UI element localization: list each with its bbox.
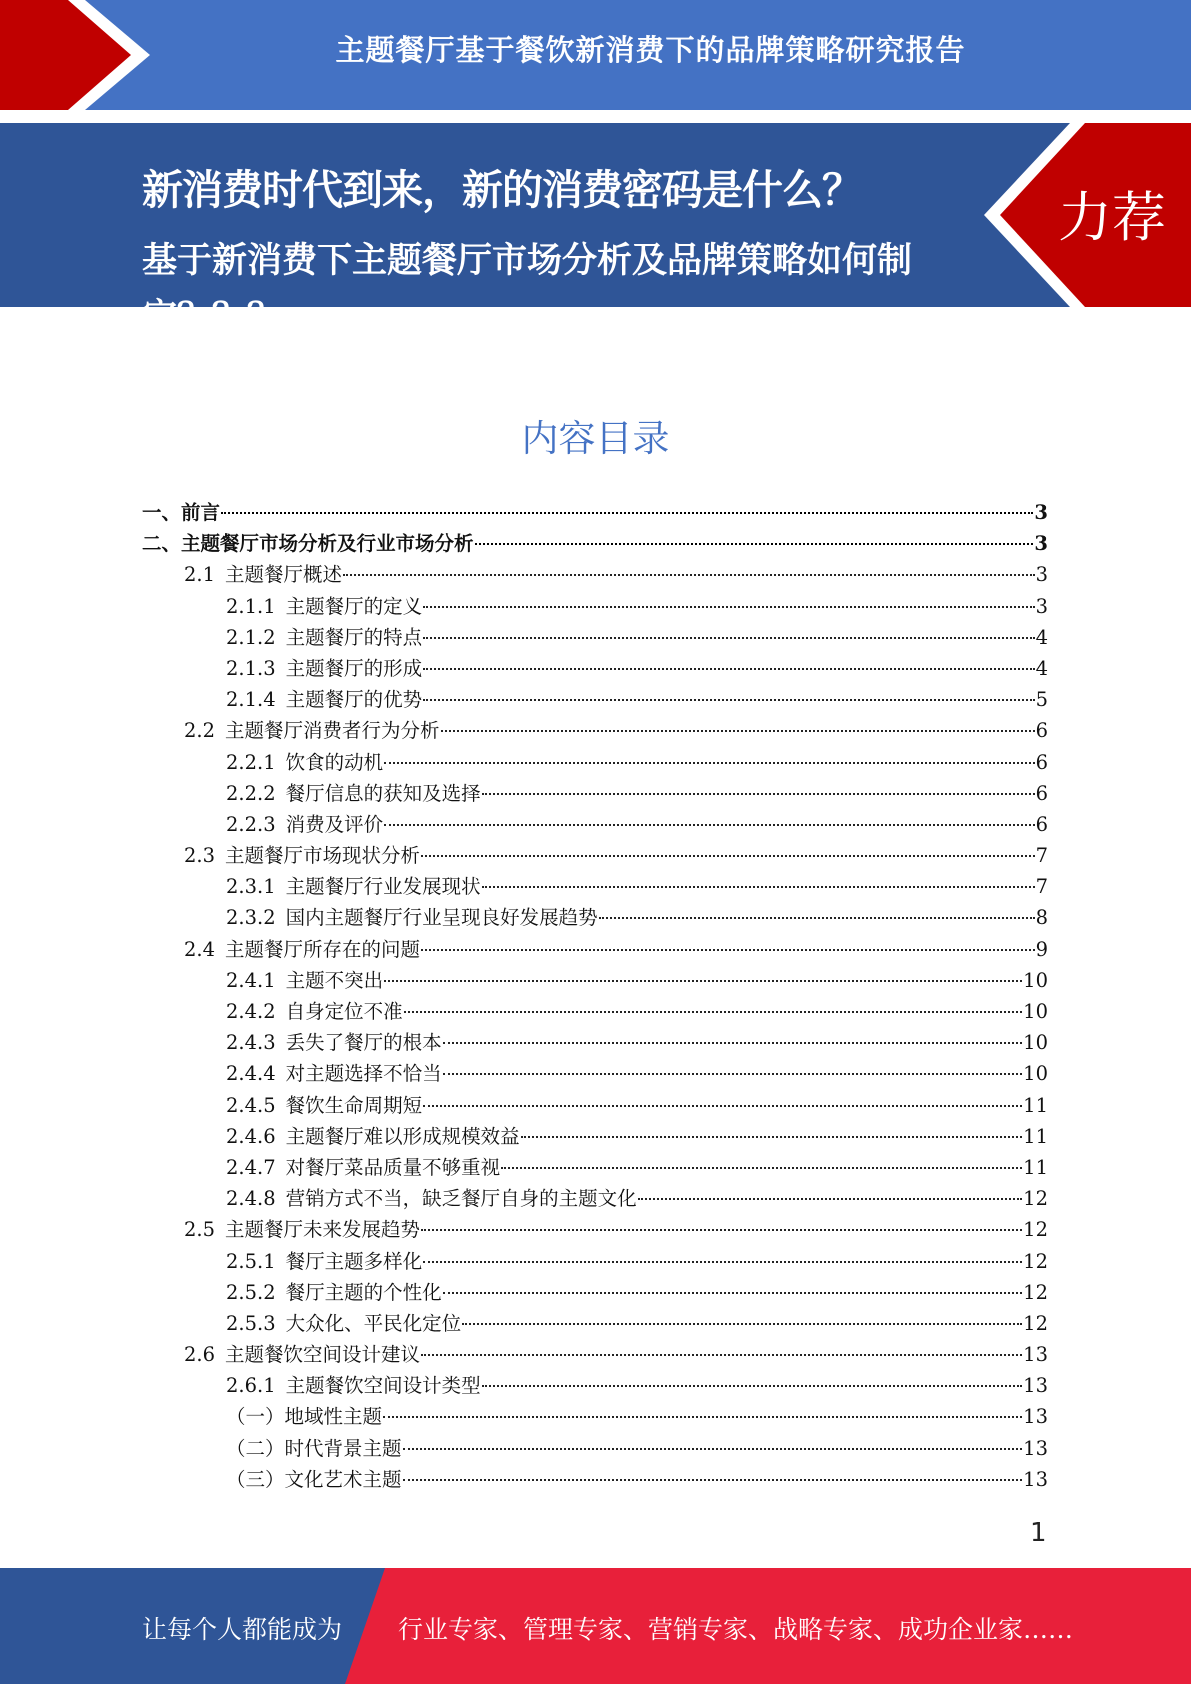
toc-dot-leader bbox=[384, 823, 1034, 826]
footer-slogan-right: 行业专家、管理专家、营销专家、战略专家、成功企业家…… bbox=[398, 1615, 1074, 1644]
toc-entry-page: 10 bbox=[1023, 1000, 1048, 1023]
recommend-badge: 力荐 bbox=[1058, 186, 1166, 249]
toc-entry-title: 对主题选择不恰当 bbox=[285, 1062, 442, 1086]
toc-dot-leader bbox=[501, 1166, 1022, 1169]
toc-entry[interactable] bbox=[142, 497, 1048, 528]
toc-entry-title: 主题餐饮空间设计类型 bbox=[285, 1374, 481, 1398]
toc-entry[interactable] bbox=[142, 1464, 1048, 1495]
toc-entry[interactable] bbox=[142, 1027, 1048, 1058]
toc-entry-page: 12 bbox=[1023, 1218, 1048, 1242]
toc-entry-number: 2.2.2 bbox=[226, 781, 276, 805]
toc-entry-number: 2.5.2 bbox=[226, 1280, 276, 1304]
toc-entry-title: 大众化、平民化定位 bbox=[285, 1311, 462, 1335]
toc-entry-page: 13 bbox=[1023, 1436, 1048, 1460]
toc-entry[interactable] bbox=[142, 871, 1048, 902]
toc-entry[interactable] bbox=[142, 591, 1048, 622]
toc-entry[interactable] bbox=[142, 1090, 1048, 1121]
toc-entry-number: 2.4.1 bbox=[226, 968, 276, 992]
toc-dot-leader bbox=[443, 1072, 1023, 1075]
toc-entry-title: 餐厅主题的个性化 bbox=[285, 1280, 442, 1304]
toc-entry[interactable] bbox=[142, 1183, 1048, 1214]
toc-entry-page: 3 bbox=[1034, 532, 1048, 556]
toc-entry-page: 10 bbox=[1023, 1031, 1048, 1055]
report-header-band bbox=[0, 0, 1191, 110]
toc-entry-page: 5 bbox=[1035, 688, 1048, 712]
toc-dot-leader bbox=[384, 761, 1034, 764]
toc-entry[interactable] bbox=[142, 1214, 1048, 1245]
toc-entry-number: 2.4.5 bbox=[226, 1093, 276, 1117]
toc-entry-title: 二、主题餐厅市场分析及行业市场分析 bbox=[142, 532, 474, 556]
toc-entry-number: 2.6.1 bbox=[226, 1374, 276, 1398]
toc-entry-title: 主题餐厅的特点 bbox=[285, 625, 423, 649]
toc-entry-page: 3 bbox=[1035, 594, 1048, 618]
toc-entry-page: 3 bbox=[1034, 501, 1048, 524]
toc-entry-title: 丢失了餐厅的根本 bbox=[285, 1031, 442, 1055]
toc-entry-page: 6 bbox=[1035, 750, 1048, 774]
toc-title: 内容目录 bbox=[521, 417, 670, 460]
hero-banner bbox=[0, 123, 1191, 337]
toc-entry[interactable] bbox=[142, 1370, 1048, 1401]
toc-entry-number: 2.1.2 bbox=[226, 625, 276, 649]
toc-entry-title: 主题餐厅消费者行为分析 bbox=[225, 719, 440, 743]
toc-entry[interactable] bbox=[142, 559, 1048, 590]
toc-entry-title: 国内主题餐厅行业呈现良好发展趋势 bbox=[285, 906, 598, 930]
toc-dot-leader bbox=[638, 1197, 1023, 1200]
toc-entry[interactable] bbox=[142, 996, 1048, 1027]
toc-dot-leader bbox=[421, 1228, 1022, 1231]
toc-entry[interactable] bbox=[142, 715, 1048, 746]
toc-entry-title: 营销方式不当，缺乏餐厅自身的主题文化 bbox=[285, 1187, 637, 1211]
report-title: 主题餐厅基于餐饮新消费下的品牌策略研究报告 bbox=[335, 33, 966, 67]
toc-entry-number: 2.2.1 bbox=[226, 750, 276, 774]
toc-entry-title: 主题餐厅未来发展趋势 bbox=[225, 1218, 421, 1242]
toc-entry-number: 2.5.1 bbox=[226, 1249, 276, 1273]
toc-dot-leader bbox=[423, 605, 1034, 608]
table-of-contents bbox=[142, 497, 1048, 1495]
toc-dot-leader bbox=[599, 916, 1035, 919]
toc-entry[interactable] bbox=[142, 934, 1048, 965]
toc-dot-leader bbox=[343, 573, 1035, 576]
toc-entry-number: 2.4.6 bbox=[226, 1124, 276, 1148]
toc-dot-leader bbox=[475, 542, 1034, 545]
toc-entry[interactable] bbox=[142, 1058, 1048, 1089]
toc-entry-page: 13 bbox=[1023, 1374, 1048, 1398]
toc-dot-leader bbox=[441, 729, 1035, 732]
headline: 新消费时代到来，新的消费密码是什么？ bbox=[142, 166, 862, 214]
toc-entry-page: 9 bbox=[1035, 937, 1048, 961]
toc-entry-title: （二）时代背景主题 bbox=[226, 1436, 402, 1460]
toc-entry[interactable] bbox=[142, 1339, 1048, 1370]
toc-entry-page: 4 bbox=[1035, 625, 1048, 649]
toc-entry-number: 2.4.3 bbox=[226, 1031, 276, 1055]
toc-entry[interactable] bbox=[142, 840, 1048, 871]
toc-entry-page: 13 bbox=[1023, 1467, 1048, 1491]
toc-entry-number: 2.5 bbox=[184, 1218, 216, 1242]
toc-dot-leader bbox=[482, 1384, 1023, 1387]
toc-entry-title: 饮食的动机 bbox=[285, 750, 384, 774]
toc-dot-leader bbox=[482, 792, 1035, 795]
toc-entry-page: 8 bbox=[1035, 906, 1048, 930]
toc-entry-number: 2.3.2 bbox=[226, 906, 276, 930]
toc-entry[interactable] bbox=[142, 528, 1048, 559]
toc-entry-page: 6 bbox=[1035, 719, 1048, 743]
toc-entry-title: 主题餐厅概述 bbox=[225, 563, 343, 587]
toc-dot-leader bbox=[383, 1415, 1022, 1418]
toc-entry-title: 主题餐厅行业发展现状 bbox=[285, 875, 481, 899]
toc-entry-number: 2.4.2 bbox=[226, 1000, 276, 1023]
subheadline: 基于新消费下主题餐厅市场分析及品牌策略如何制定？？？ bbox=[142, 241, 913, 337]
toc-entry-number: 2.2 bbox=[184, 719, 216, 743]
toc-entry-page: 13 bbox=[1023, 1405, 1048, 1429]
toc-entry-title: 主题餐厅难以形成规模效益 bbox=[285, 1124, 520, 1148]
toc-dot-leader bbox=[443, 1041, 1023, 1044]
toc-entry-page: 6 bbox=[1035, 812, 1048, 836]
toc-entry-number: 2.4 bbox=[184, 937, 216, 961]
toc-dot-leader bbox=[521, 1135, 1023, 1138]
toc-entry[interactable] bbox=[142, 1121, 1048, 1152]
toc-dot-leader bbox=[384, 979, 1022, 982]
toc-entry-number: 2.3.1 bbox=[226, 875, 276, 899]
toc-dot-leader bbox=[403, 1447, 1023, 1450]
toc-entry-title: 餐厅信息的获知及选择 bbox=[285, 781, 481, 805]
toc-entry-page: 6 bbox=[1035, 781, 1048, 805]
toc-dot-leader bbox=[421, 948, 1035, 951]
toc-dot-leader bbox=[423, 667, 1034, 670]
toc-entry-title: 餐饮生命周期短 bbox=[285, 1093, 423, 1117]
toc-entry[interactable] bbox=[142, 1277, 1048, 1308]
toc-entry-number: 2.1 bbox=[184, 563, 216, 587]
toc-entry-number: 2.1.4 bbox=[226, 688, 276, 712]
toc-entry-page: 13 bbox=[1023, 1343, 1048, 1367]
toc-entry-page: 12 bbox=[1023, 1187, 1048, 1211]
toc-entry[interactable] bbox=[142, 965, 1048, 996]
toc-entry[interactable] bbox=[142, 1308, 1048, 1339]
toc-entry-page: 11 bbox=[1023, 1155, 1048, 1179]
toc-entry-title: 主题餐厅的定义 bbox=[285, 594, 423, 618]
red-arrow-shape bbox=[0, 0, 160, 110]
toc-entry-title: 消费及评价 bbox=[285, 812, 384, 836]
toc-dot-leader bbox=[403, 1478, 1023, 1481]
toc-entry-number: 2.2.3 bbox=[226, 812, 276, 836]
toc-entry[interactable] bbox=[142, 1246, 1048, 1277]
toc-entry[interactable] bbox=[142, 809, 1048, 840]
toc-entry-page: 10 bbox=[1023, 968, 1048, 992]
toc-dot-leader bbox=[421, 854, 1035, 857]
toc-entry[interactable] bbox=[142, 1433, 1048, 1464]
toc-entry[interactable] bbox=[142, 622, 1048, 653]
toc-entry-page: 11 bbox=[1023, 1124, 1048, 1148]
toc-entry[interactable] bbox=[142, 1152, 1048, 1183]
toc-entry[interactable] bbox=[142, 747, 1048, 778]
toc-entry-page: 11 bbox=[1023, 1093, 1048, 1117]
footer-band bbox=[0, 1568, 1191, 1684]
toc-entry-title: 主题餐厅所存在的问题 bbox=[225, 937, 421, 961]
toc-dot-leader bbox=[482, 885, 1035, 888]
toc-entry[interactable] bbox=[142, 1401, 1048, 1432]
toc-entry-title: 主题餐厅的形成 bbox=[285, 656, 423, 680]
toc-entry-page: 7 bbox=[1035, 875, 1048, 899]
toc-entry-title: （三）文化艺术主题 bbox=[226, 1467, 402, 1491]
toc-entry-page: 12 bbox=[1023, 1249, 1048, 1273]
toc-dot-leader bbox=[423, 636, 1034, 639]
toc-entry[interactable] bbox=[142, 902, 1048, 933]
toc-entry-title: 对餐厅菜品质量不够重视 bbox=[285, 1155, 501, 1179]
toc-entry-title: 餐厅主题多样化 bbox=[285, 1249, 423, 1273]
toc-entry-title: （一）地域性主题 bbox=[226, 1405, 383, 1429]
toc-entry-page: 7 bbox=[1035, 844, 1048, 868]
toc-entry-title: 主题不突出 bbox=[285, 968, 384, 992]
toc-entry-number: 2.4.8 bbox=[226, 1187, 276, 1211]
toc-dot-leader bbox=[423, 698, 1034, 701]
toc-entry-page: 4 bbox=[1035, 656, 1048, 680]
toc-entry-number: 2.4.7 bbox=[226, 1155, 276, 1179]
toc-entry-title: 一、前言 bbox=[142, 501, 221, 524]
toc-dot-leader bbox=[423, 1104, 1022, 1107]
toc-entry-page: 3 bbox=[1035, 563, 1048, 587]
page-number: 1 bbox=[1030, 1518, 1047, 1548]
toc-entry-number: 2.1.3 bbox=[226, 656, 276, 680]
toc-dot-leader bbox=[221, 511, 1033, 514]
toc-entry[interactable] bbox=[142, 778, 1048, 809]
toc-entry-page: 12 bbox=[1023, 1311, 1048, 1335]
toc-entry[interactable] bbox=[142, 684, 1048, 715]
footer-slogan-left: 让每个人都能成为 bbox=[142, 1615, 343, 1644]
toc-dot-leader bbox=[421, 1353, 1022, 1356]
toc-entry-number: 2.6 bbox=[184, 1343, 216, 1367]
toc-dot-leader bbox=[462, 1322, 1022, 1325]
toc-entry-number: 2.1.1 bbox=[226, 594, 276, 618]
toc-entry-title: 自身定位不准 bbox=[285, 1000, 403, 1023]
toc-entry[interactable] bbox=[142, 653, 1048, 684]
toc-entry-title: 主题餐厅市场现状分析 bbox=[225, 844, 421, 868]
toc-dot-leader bbox=[404, 1010, 1023, 1013]
toc-entry-page: 10 bbox=[1023, 1062, 1048, 1086]
toc-entry-page: 12 bbox=[1023, 1280, 1048, 1304]
toc-entry-number: 2.5.3 bbox=[226, 1311, 276, 1335]
toc-entry-title: 主题餐饮空间设计建议 bbox=[225, 1343, 421, 1367]
toc-entry-title: 主题餐厅的优势 bbox=[285, 688, 423, 712]
toc-entry-number: 2.4.4 bbox=[226, 1062, 276, 1086]
toc-entry-number: 2.3 bbox=[184, 844, 216, 868]
toc-dot-leader bbox=[423, 1260, 1022, 1263]
toc-dot-leader bbox=[443, 1291, 1023, 1294]
